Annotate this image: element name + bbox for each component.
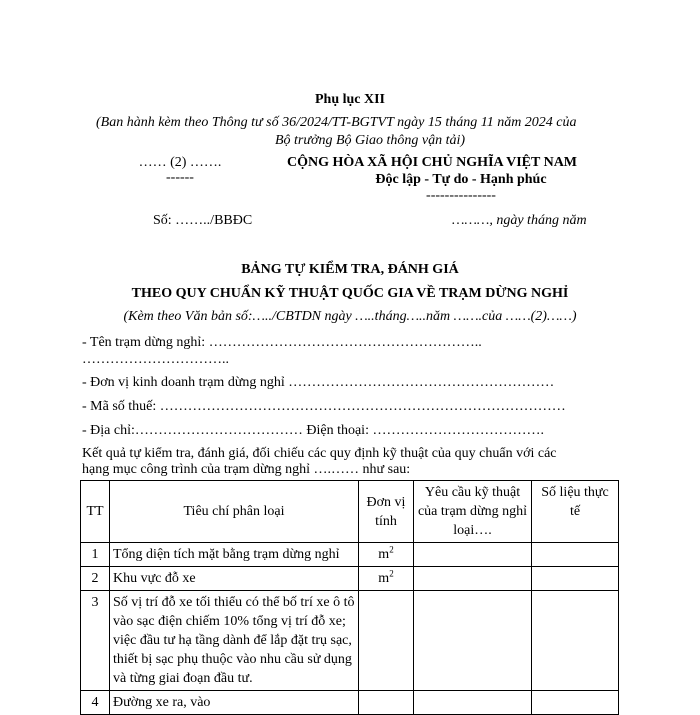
- row-actual: [532, 543, 619, 567]
- address-phone-field: - Địa chỉ:……………………………… Điện thoại: ……………………………….: [82, 423, 544, 438]
- row-requirement: [414, 543, 532, 567]
- operator-field: - Đơn vị kinh doanh trạm dừng nghỉ …………………………………………………: [82, 375, 555, 390]
- intro-line-2: hạng mục công trình của trạm dừng nghỉ ….…… như sau:: [82, 462, 411, 477]
- header-unit: [359, 481, 414, 543]
- row-unit: $m^2$: [359, 567, 414, 591]
- header-requirement-line-2: của trạm dừng nghỉ: [417, 504, 528, 519]
- header-criteria: Tiêu chí phân loại: [110, 481, 359, 543]
- row-actual: [532, 591, 619, 691]
- header-unit-line-1: Đơn vị: [366, 494, 406, 510]
- table-row: [81, 567, 619, 591]
- table-row: [81, 691, 619, 715]
- org-underline: ------: [166, 170, 194, 185]
- row-actual: [532, 567, 619, 591]
- row-criteria: Tổng diện tích mặt bằng trạm dừng nghỉ: [110, 543, 359, 567]
- document-number: Số: ……../BBĐC: [153, 213, 253, 228]
- issuance-line-1: (Ban hành kèm theo Thông tư số 36/2024/TT-BGTVT ngày 15 tháng 11 năm 2024 của: [96, 115, 577, 130]
- criteria-table: [80, 480, 619, 715]
- appendix-title: Phụ lục XII: [314, 92, 386, 107]
- table-row: [81, 543, 619, 567]
- intro-line-1: Kết quả tự kiểm tra, đánh giá, đối chiếu các quy định kỹ thuật của quy chuẩn với các: [82, 446, 557, 461]
- motto: Độc lập - Tự do - Hạnh phúc: [375, 172, 547, 187]
- row-unit: [359, 591, 414, 691]
- country-name: CỘNG HÒA XÃ HỘI CHỦ NGHĨA VIỆT NAM: [287, 155, 578, 170]
- header-actual-line-1: Số liệu thực: [541, 485, 609, 500]
- row-requirement: [414, 591, 532, 691]
- report-title-line-2: THEO QUY CHUẨN KỸ THUẬT QUỐC GIA VỀ TRẠM DỪNG NGHỈ: [131, 286, 569, 301]
- issuance-line-2: Bộ trưởng Bộ Giao thông vận tải): [274, 133, 466, 148]
- header-tt: TT: [81, 481, 110, 543]
- tax-code-field: - Mã số thuế: ……………………………………………………………………………: [82, 399, 566, 414]
- row-unit: [359, 691, 414, 715]
- row-unit: $m^2$: [359, 543, 414, 567]
- station-name-field: - Tên trạm dừng nghỉ: …………………………………………………..: [82, 335, 482, 350]
- row-actual: [532, 691, 619, 715]
- header-requirement-line-1: Yêu cầu kỹ thuật: [424, 485, 521, 500]
- header-requirement: [414, 481, 532, 543]
- table-header-row: [81, 481, 619, 543]
- place-date: ………, ngày tháng năm: [452, 213, 587, 228]
- row-criteria: Đường xe ra, vào: [110, 691, 359, 715]
- row-criteria: Khu vực đỗ xe: [110, 567, 359, 591]
- row-requirement: [414, 567, 532, 591]
- motto-underline: ---------------: [426, 188, 496, 203]
- attachment-note: (Kèm theo Văn bản số:…../CBTDN ngày …..tháng…..năm …….của ……(2)……): [123, 309, 577, 324]
- row-number: 1: [81, 543, 110, 567]
- header-actual: [532, 481, 619, 543]
- row-number: 3: [81, 591, 110, 691]
- header-actual-line-2: tế: [569, 504, 581, 519]
- report-title-line-1: BẢNG TỰ KIỂM TRA, ĐÁNH GIÁ: [241, 262, 459, 277]
- org-code: …… (2) …….: [138, 155, 222, 170]
- row-number: 4: [81, 691, 110, 715]
- station-name-field-continued: …………………………..: [82, 352, 229, 367]
- table-row: [81, 591, 619, 691]
- row-criteria: Số vị trí đỗ xe tối thiểu có thể bố trí xe ô tô vào sạc điện chiếm 10% tổng vị trí đỗ xe; việc đầu tư hạ tầng dành để lắp đặt trụ sạc, thiết bị sạc phụ thuộc vào nhu cầu sử dụng và từng giai đoạn đầu tư.: [110, 591, 359, 691]
- row-number: 2: [81, 567, 110, 591]
- header-unit-line-2: tính: [375, 513, 397, 529]
- header-requirement-line-3: loại….: [453, 523, 492, 538]
- row-requirement: [414, 691, 532, 715]
